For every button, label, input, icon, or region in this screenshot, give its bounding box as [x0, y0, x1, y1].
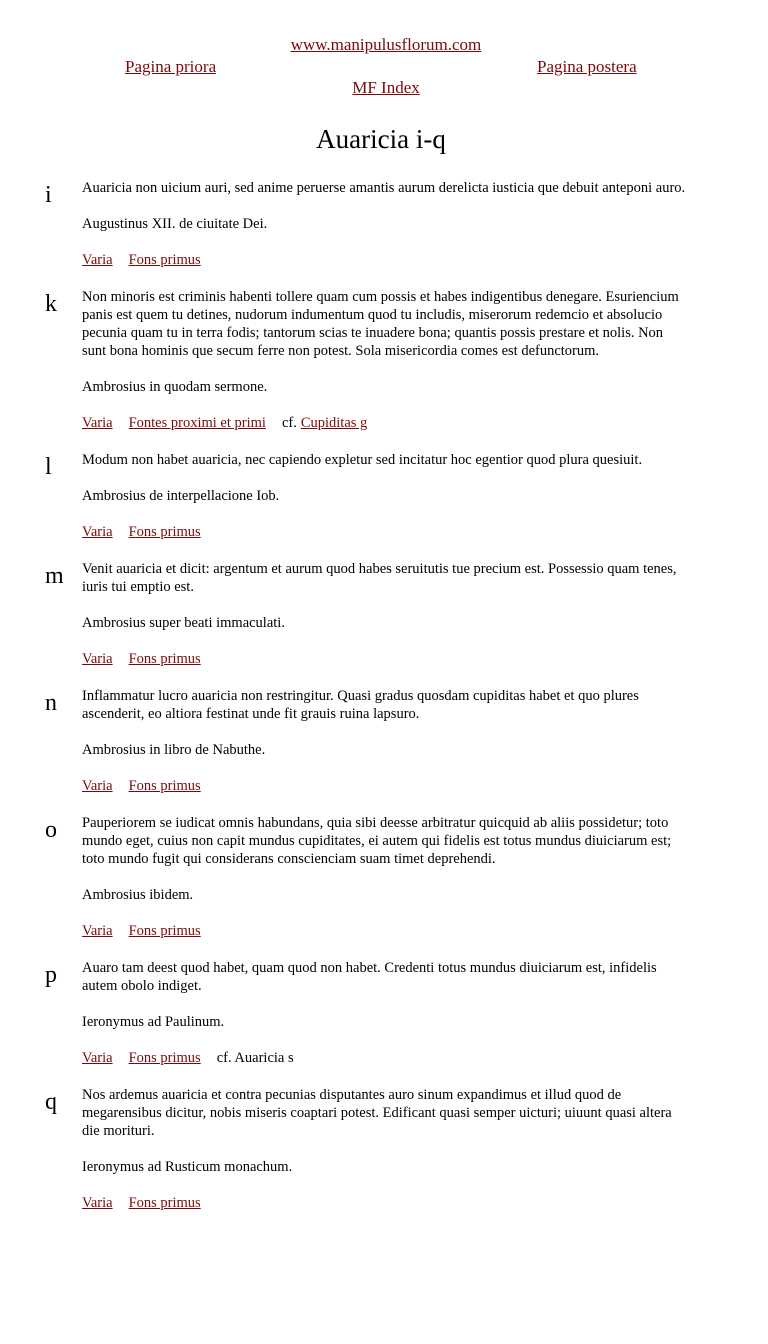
entry-links [82, 650, 688, 668]
varia-link[interactable]: Varia [82, 651, 113, 667]
entry-links [82, 1049, 688, 1067]
fons-link[interactable]: Fons primus [128, 1195, 201, 1211]
varia-link[interactable]: Varia [82, 415, 113, 431]
varia-link[interactable]: Varia [82, 923, 113, 939]
entry-source: Ieronymus ad Rusticum monachum. [82, 1159, 293, 1175]
entry-links [82, 1194, 688, 1212]
entry-links [82, 777, 688, 795]
entry-i [0, 179, 768, 269]
entry-m [0, 560, 768, 668]
entry-list [0, 179, 768, 1231]
entry-quotation: Non minoris est criminis habenti tollere quam cum possis et habes indigentibus denegare. Esuriencium panis est quem tu detines, nudorum indumentum quod tu includis, miserorum redemcio et absolucio pecunia quam tu in terra fodis; tantorum scias te inuadere bona; quantis possis prestare et nolis. Non sunt bona hominis que secum ferre non potest. Sola misericordia comes est defunctorum. [82, 289, 679, 359]
entry-q [0, 1086, 768, 1212]
fons-link[interactable]: Fons primus [128, 923, 201, 939]
cross-reference-label: cf. [281, 415, 297, 431]
top-navigation [0, 0, 768, 100]
varia-link[interactable]: Varia [82, 524, 113, 540]
entry-quotation: Inflammatur lucro auaricia non restringitur. Quasi gradus quosdam cupiditas habet et quo plures ascenderit, eo altiora festinat unde fit grauis ruina lapsuro. [82, 688, 639, 722]
entry-links [82, 251, 688, 269]
fons-link[interactable]: Fons primus [128, 778, 201, 794]
entry-source: Ambrosius ibidem. [82, 887, 194, 903]
entry-letter: i [45, 182, 52, 208]
entry-l [0, 451, 768, 541]
entry-quotation: Venit auaricia et dicit: argentum et aurum quod habes seruitutis tue precium est. Possessio quam tenes, iuris tui emptio est. [82, 561, 677, 595]
entry-letter: k [45, 291, 57, 317]
entry-letter: o [45, 817, 57, 843]
entry-source: Augustinus XII. de ciuitate Dei. [82, 216, 268, 232]
entry-n [0, 687, 768, 795]
entry-source: Ambrosius in quodam sermone. [82, 379, 268, 395]
entry-source: Ambrosius super beati immaculati. [82, 615, 285, 631]
entry-source: Ieronymus ad Paulinum. [82, 1014, 225, 1030]
entry-quotation: Pauperiorem se iudicat omnis habundans, quia sibi deesse arbitratur quicquid ab aliis possidetur; toto mundo eget, cuius non capit mundus cupiditates, ei autem qui fidelis est totus mundus diuiciarum est; toto mundo fugit qui considerans conscienciam suam timet deprehendi. [82, 815, 672, 867]
entry-letter: p [45, 962, 57, 988]
mf-index-link[interactable]: MF Index [352, 78, 420, 97]
entry-letter: l [45, 454, 52, 480]
entry-source: Ambrosius in libro de Nabuthe. [82, 742, 266, 758]
fons-link[interactable]: Fontes proximi et primi [128, 415, 266, 431]
site-link-row [0, 35, 768, 55]
cross-reference-text: cf. Auaricia s [216, 1050, 294, 1066]
entry-letter: q [45, 1089, 57, 1115]
entry-quotation: Nos ardemus auaricia et contra pecunias disputantes auro sinum expandimus et illud quod de megarensibus dicitur, nobis miseris coaptari potest. Edificant quasi semper uicturi; uiuunt quasi altera die morituri. [82, 1087, 672, 1139]
entry-source: Ambrosius de interpellacione Iob. [82, 488, 280, 504]
entry-k [0, 288, 768, 432]
site-home-link[interactable]: www.manipulusflorum.com [290, 35, 482, 54]
fons-link[interactable]: Fons primus [128, 524, 201, 540]
entry-p [0, 959, 768, 1067]
varia-link[interactable]: Varia [82, 1195, 113, 1211]
entry-o [0, 814, 768, 940]
previous-page-link[interactable]: Pagina priora [125, 57, 217, 76]
page-title: Auaricia i-q [316, 124, 446, 154]
index-link-row [0, 78, 768, 98]
varia-link[interactable]: Varia [82, 252, 113, 268]
fons-link[interactable]: Fons primus [128, 252, 201, 268]
entry-links [82, 922, 688, 940]
entry-letter: n [45, 690, 57, 716]
entry-links [82, 414, 688, 432]
entry-quotation: Auaro tam deest quod habet, quam quod non habet. Credenti totus mundus diuiciarum est, infidelis autem obolo indiget. [82, 960, 657, 994]
varia-link[interactable]: Varia [82, 778, 113, 794]
entry-letter: m [45, 563, 64, 589]
fons-link[interactable]: Fons primus [128, 1050, 201, 1066]
cross-reference-link[interactable]: Cupiditas g [300, 415, 368, 431]
entry-links [82, 523, 688, 541]
entry-quotation: Auaricia non uicium auri, sed anime peruerse amantis aurum derelicta iusticia que debuit anteponi auro. [82, 180, 686, 196]
fons-link[interactable]: Fons primus [128, 651, 201, 667]
varia-link[interactable]: Varia [82, 1050, 113, 1066]
next-page-link[interactable]: Pagina postera [537, 57, 637, 76]
entry-quotation: Modum non habet auaricia, nec capiendo expletur sed incitatur hoc egentior quod plura quesiuit. [82, 452, 643, 468]
